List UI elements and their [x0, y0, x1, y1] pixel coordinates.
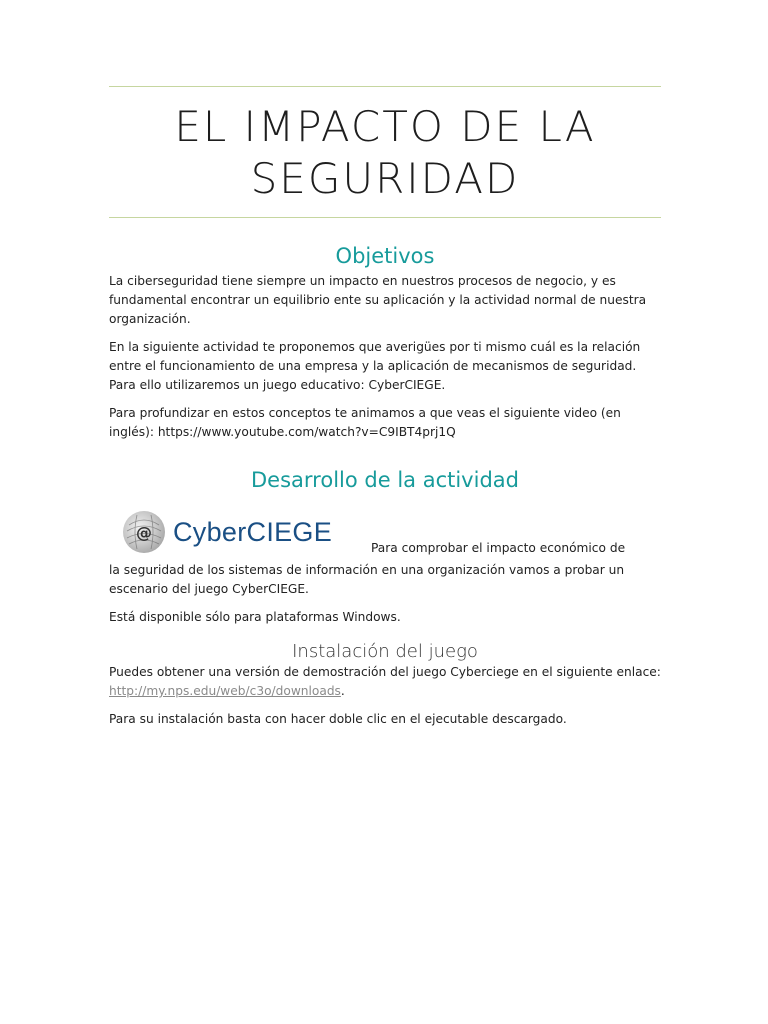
- downloads-link[interactable]: http://my.nps.edu/web/c3o/downloads: [109, 684, 341, 698]
- heading-desarrollo: Desarrollo de la actividad: [251, 468, 519, 492]
- instalacion-text-after-link: .: [340, 684, 345, 698]
- objetivos-paragraph-2: En la siguiente actividad te proponemos que averigües por ti mismo cuál es la relación entre el funcionamiento de una empresa y la aplicación de mecanismos de seguridad. Para ello utilizaremos un juego educativo: CyberCIEGE.: [109, 340, 641, 392]
- desarrollo-paragraph-2: Está disponible sólo para plataformas Windows.: [109, 610, 401, 624]
- title-line-2: SEGURIDAD: [250, 154, 520, 203]
- globe-fingerprint-icon: [123, 511, 165, 553]
- title-top-rule: [109, 86, 661, 87]
- cyberciege-logo-block: [109, 509, 661, 559]
- title-line-1: EL IMPACTO DE LA: [174, 102, 596, 151]
- document-title: [109, 101, 661, 205]
- desarrollo-paragraph-1-start: Para comprobar el impacto económico de: [371, 541, 626, 555]
- objetivos-paragraph-1: La ciberseguridad tiene siempre un impacto en nuestros procesos de negocio, y es fundamental encontrar un equilibrio ente su aplicación y la actividad normal de nuestra organización.: [109, 274, 647, 326]
- title-bottom-rule: [109, 217, 661, 218]
- instalacion-text-before-link: Puedes obtener una versión de demostración del juego Cyberciege en el siguiente enlace:: [109, 665, 661, 679]
- document-page: [109, 86, 661, 738]
- objetivos-paragraph-3: Para profundizar en estos conceptos te animamos a que veas el siguiente video (en inglés): https://www.youtube.com/watch?v=C9IBT4prj1Q: [109, 406, 621, 439]
- cyberciege-logo: [123, 509, 332, 555]
- heading-instalacion: Instalación del juego: [292, 641, 478, 662]
- instalacion-paragraph-2: Para su instalación basta con hacer doble clic en el ejecutable descargado.: [109, 712, 567, 726]
- logo-text: CyberCIEGE: [173, 516, 333, 547]
- heading-objetivos: Objetivos: [335, 244, 435, 268]
- desarrollo-paragraph-1-rest: la seguridad de los sistemas de información en una organización vamos a probar un escenario del juego CyberCIEGE.: [109, 563, 625, 596]
- logo-at-symbol: @: [136, 522, 152, 542]
- instalacion-paragraph-1: [109, 663, 661, 701]
